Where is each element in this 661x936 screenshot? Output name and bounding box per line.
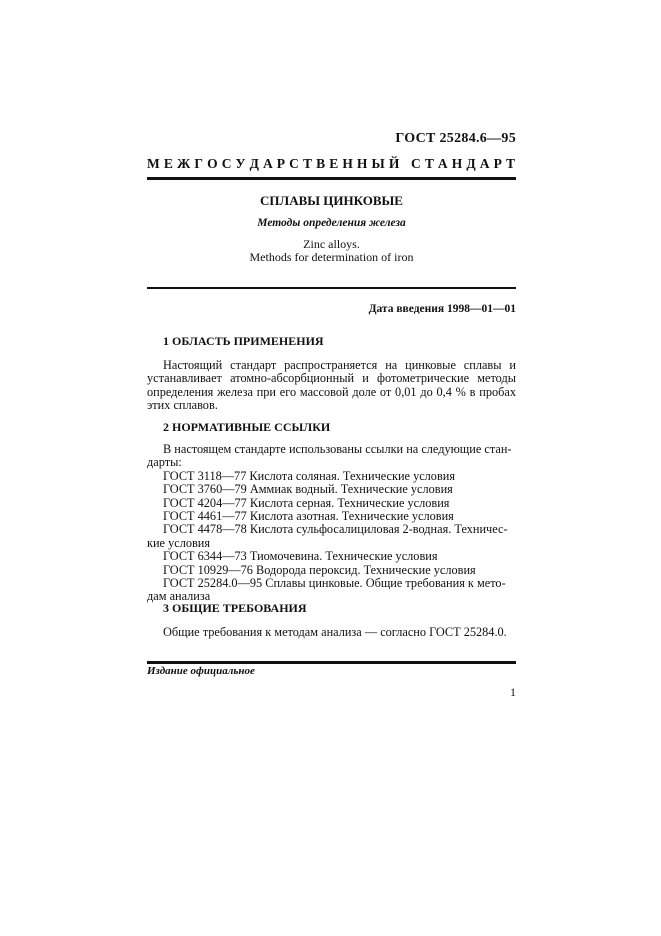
reference-line: ГОСТ 4204—77 Кислота серная. Технические условия (163, 495, 450, 510)
interstate-letter: Г (194, 156, 203, 171)
official-edition-label: Издание официальное (147, 665, 255, 677)
reference-line: ГОСТ 3760—79 Аммиак водный. Технические условия (163, 482, 453, 497)
interstate-letter: Т (302, 156, 312, 171)
section-1-heading: 1 ОБЛАСТЬ ПРИМЕНЕНИЯ (163, 334, 324, 348)
interstate-letter: А (479, 156, 490, 171)
interstate-letter: Н (356, 156, 368, 171)
interstate-letter: Н (342, 156, 353, 171)
interstate-letter: Т (505, 156, 515, 171)
interstate-letter: Ы (371, 156, 385, 171)
reference-line: В настоящем стандарте использованы ссылки на следующие стан- (163, 442, 512, 456)
page-number: 1 (510, 685, 516, 699)
gost-code: ГОСТ 25284.6—95 (395, 131, 516, 146)
reference-line: дарты: (147, 455, 182, 470)
interstate-standard-heading (147, 156, 515, 172)
interstate-letter: Д (249, 156, 259, 171)
interstate-letter: Н (451, 156, 463, 171)
reference-line: ГОСТ 10929—76 Водорода пероксид. Технические условия (163, 562, 476, 577)
english-title-line-1: Zinc alloys. (303, 237, 360, 251)
interstate-letter: У (235, 156, 246, 171)
section-3-text: Общие требования к методам анализа — согласно ГОСТ 25284.0. (163, 625, 507, 639)
interstate-letter: С (410, 156, 421, 171)
document-subtitle: Методы определения железа (257, 217, 406, 229)
footer-rule (147, 661, 516, 664)
interstate-letter: Р (276, 156, 286, 171)
interstate-letter: С (221, 156, 232, 171)
section-2-heading: 2 НОРМАТИВНЫЕ ССЫЛКИ (163, 420, 331, 434)
english-title-line-2: Methods for determination of iron (249, 250, 414, 264)
english-title (147, 238, 516, 264)
reference-line: ГОСТ 4461—77 Кислота азотная. Технические условия (163, 509, 454, 524)
interstate-letter (404, 156, 407, 172)
reference-line: кие условия (147, 535, 211, 550)
interstate-letter: Ж (176, 156, 191, 171)
interstate-letter: Д (466, 156, 476, 171)
reference-line: ГОСТ 6344—73 Тиомочевина. Технические условия (163, 549, 438, 564)
introduction-date: Дата введения 1998—01—01 (368, 303, 516, 315)
section-3-heading: 3 ОБЩИЕ ТРЕБОВАНИЯ (163, 601, 307, 615)
section-2-references (147, 443, 516, 604)
reference-line: ГОСТ 3118—77 Кислота соляная. Технические условия (163, 468, 456, 483)
interstate-letter: О (207, 156, 218, 171)
interstate-letter: Р (493, 156, 502, 171)
header-rule (147, 177, 516, 180)
interstate-letter: Т (424, 156, 434, 171)
interstate-letter: Е (329, 156, 339, 171)
reference-line: ГОСТ 4478—78 Кислота сульфосалициловая 2-водная. Техничес- (163, 522, 508, 537)
document-title: СПЛАВЫ ЦИНКОВЫЕ (260, 193, 403, 208)
interstate-letter: А (262, 156, 273, 171)
section-1-text: Настоящий стандарт распространяется на цинковые сплавы и устанавливает атомно-абсорбционный и фотометрические методы определения железа при его массовой доле от 0,01 до 0,4 % в пробах этих сплавов. (147, 358, 516, 413)
interstate-letter: С (289, 156, 299, 171)
title-rule (147, 287, 516, 289)
interstate-letter: Е (163, 156, 173, 171)
reference-line: ГОСТ 25284.0—95 Сплавы цинковые. Общие требования к мето- (163, 576, 506, 591)
reference-line: дам анализа (147, 589, 211, 604)
interstate-letter: А (437, 156, 448, 171)
interstate-letter: М (147, 156, 160, 171)
interstate-letter: Й (388, 156, 400, 171)
interstate-letter: В (316, 156, 326, 171)
